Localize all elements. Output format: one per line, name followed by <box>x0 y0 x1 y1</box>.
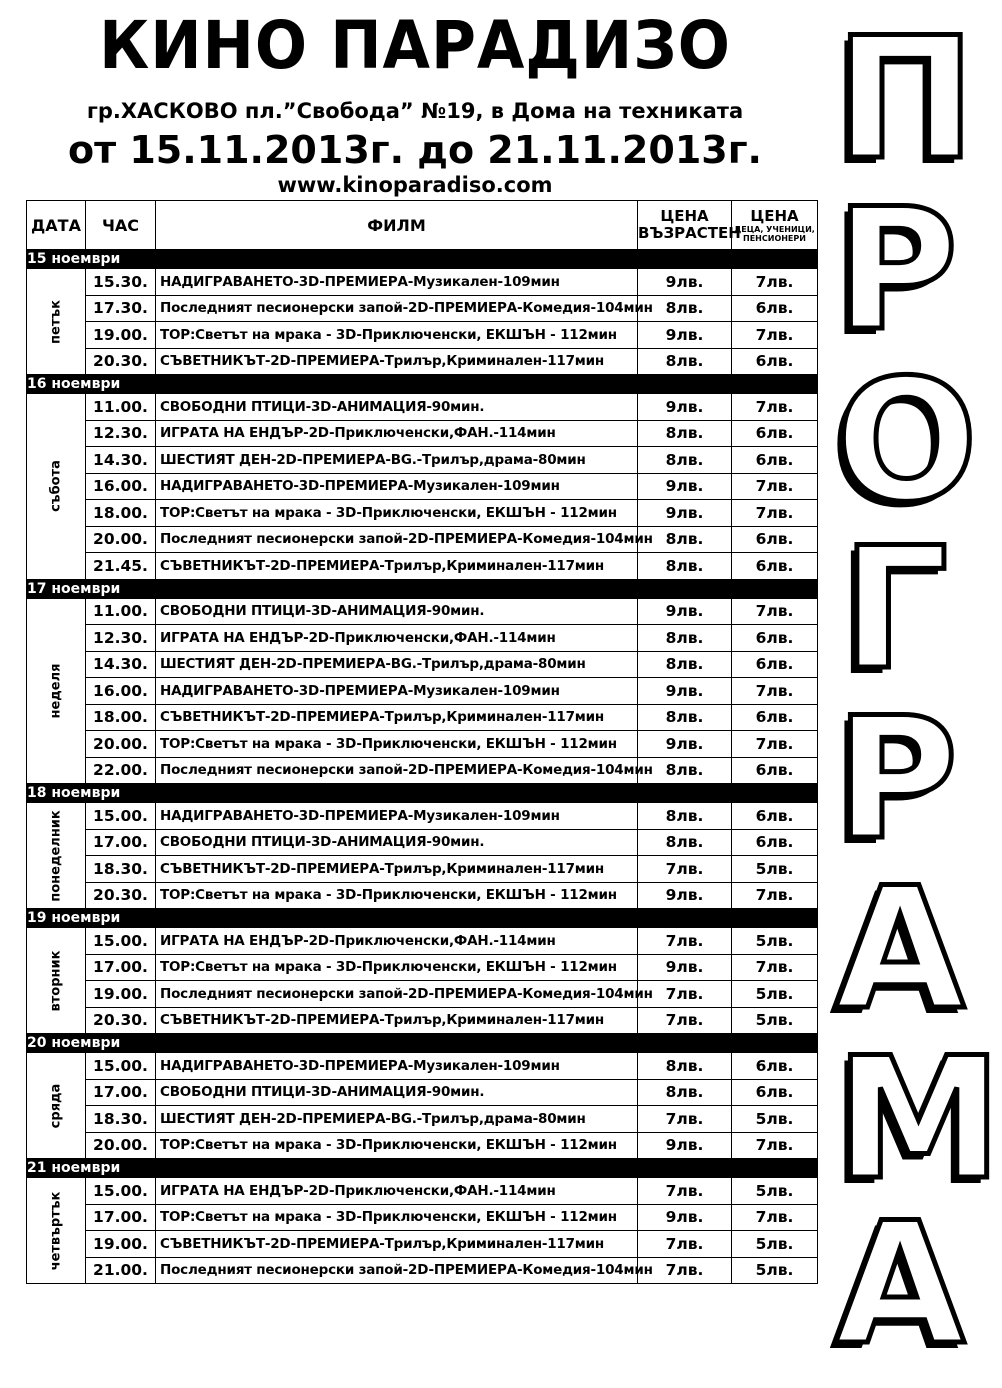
reduced-price: 6лв. <box>732 553 818 580</box>
film-title: СЪВЕТНИКЪТ-2D-ПРЕМИЕРА-Трилър,Криминален-117мин <box>156 1007 638 1034</box>
side-letter: О <box>835 343 978 539</box>
weekday-cell <box>27 269 86 375</box>
adult-price: 9лв. <box>638 678 732 705</box>
adult-price: 8лв. <box>638 803 732 830</box>
table-row <box>27 1132 818 1159</box>
reduced-price: 7лв. <box>732 731 818 758</box>
film-title: ИГРАТА НА ЕНДЪР-2D-Приключенски,ФАН.-114мин <box>156 420 638 447</box>
film-title: СЪВЕТНИКЪТ-2D-ПРЕМИЕРА-Трилър,Криминален-117мин <box>156 348 638 375</box>
table-row <box>27 295 818 322</box>
film-title: НАДИГРАВАНЕТО-3D-ПРЕМИЕРА-Музикален-109мин <box>156 1053 638 1080</box>
side-letter: Р <box>835 172 959 368</box>
adult-price-sub: ВЪЗРАСТЕН <box>638 224 741 242</box>
day-date: 20 ноември <box>27 1034 818 1053</box>
film-title: СЪВЕТНИКЪТ-2D-ПРЕМИЕРА-Трилър,Криминален-117мин <box>156 1231 638 1258</box>
reduced-price: 7лв. <box>732 1132 818 1159</box>
film-title: ШЕСТИЯТ ДЕН-2D-ПРЕМИЕРА-BG.-Трилър,драма-80мин <box>156 1106 638 1133</box>
show-time: 14.30. <box>86 447 156 474</box>
table-row <box>27 322 818 349</box>
reduced-price: 7лв. <box>732 500 818 527</box>
show-time: 17.00. <box>86 1079 156 1106</box>
adult-price: 9лв. <box>638 598 732 625</box>
day-header-row <box>27 250 818 269</box>
adult-price: 9лв. <box>638 269 732 296</box>
reduced-price: 6лв. <box>732 1053 818 1080</box>
film-title: СВОБОДНИ ПТИЦИ-3D-АНИМАЦИЯ-90мин. <box>156 394 638 421</box>
adult-price: 8лв. <box>638 420 732 447</box>
reduced-price: 7лв. <box>732 322 818 349</box>
weekday-cell <box>27 394 86 580</box>
adult-price: 7лв. <box>638 1106 732 1133</box>
adult-price: 8лв. <box>638 625 732 652</box>
film-title: ТОР:Светът на мрака - 3D-Приключенски, ЕКШЪН - 112мин <box>156 322 638 349</box>
day-date: 17 ноември <box>27 579 818 598</box>
day-date: 21 ноември <box>27 1159 818 1178</box>
table-row <box>27 731 818 758</box>
table-row <box>27 757 818 784</box>
show-time: 17.00. <box>86 829 156 856</box>
show-time: 11.00. <box>86 394 156 421</box>
side-letter: Г <box>841 511 949 707</box>
reduced-price: 7лв. <box>732 473 818 500</box>
reduced-price: 6лв. <box>732 704 818 731</box>
show-time: 15.00. <box>86 1053 156 1080</box>
website-link[interactable]: www.kinoparadiso.com <box>277 173 553 197</box>
adult-price: 9лв. <box>638 882 732 909</box>
show-time: 11.00. <box>86 598 156 625</box>
reduced-price: 5лв. <box>732 928 818 955</box>
col-header-film: ФИЛМ <box>156 201 638 250</box>
side-letter: Р <box>835 681 959 877</box>
day-date: 16 ноември <box>27 375 818 394</box>
film-title: ТОР:Светът на мрака - 3D-Приключенски, ЕКШЪН - 112мин <box>156 954 638 981</box>
show-time: 18.00. <box>86 704 156 731</box>
table-row <box>27 1079 818 1106</box>
adult-price: 9лв. <box>638 1132 732 1159</box>
weekday-label: четвъртък <box>48 1191 64 1270</box>
reduced-price: 5лв. <box>732 981 818 1008</box>
weekday-cell <box>27 1053 86 1159</box>
schedule-period: от 15.11.2013г. до 21.11.2013г. <box>68 128 762 172</box>
reduced-price: 7лв. <box>732 678 818 705</box>
reduced-price: 5лв. <box>732 1106 818 1133</box>
table-row <box>27 678 818 705</box>
reduced-price: 7лв. <box>732 394 818 421</box>
adult-price: 7лв. <box>638 981 732 1008</box>
table-row <box>27 1007 818 1034</box>
day-date: 18 ноември <box>27 784 818 803</box>
adult-price: 7лв. <box>638 1178 732 1205</box>
reduced-price-label: ЦЕНА <box>750 206 799 225</box>
table-row <box>27 1231 818 1258</box>
film-title: ТОР:Светът на мрака - 3D-Приключенски, ЕКШЪН - 112мин <box>156 731 638 758</box>
reduced-price: 6лв. <box>732 1079 818 1106</box>
table-row <box>27 348 818 375</box>
show-time: 15.00. <box>86 928 156 955</box>
adult-price: 9лв. <box>638 1204 732 1231</box>
reduced-price: 6лв. <box>732 295 818 322</box>
show-time: 15.00. <box>86 803 156 830</box>
table-row <box>27 447 818 474</box>
table-row <box>27 882 818 909</box>
show-time: 16.00. <box>86 473 156 500</box>
adult-price: 9лв. <box>638 394 732 421</box>
show-time: 20.30. <box>86 1007 156 1034</box>
table-row <box>27 651 818 678</box>
adult-price: 8лв. <box>638 704 732 731</box>
table-row <box>27 553 818 580</box>
reduced-price: 5лв. <box>732 856 818 883</box>
adult-price: 9лв. <box>638 954 732 981</box>
reduced-price: 5лв. <box>732 1257 818 1284</box>
show-time: 14.30. <box>86 651 156 678</box>
adult-price: 7лв. <box>638 856 732 883</box>
col-header-adult-price <box>638 201 741 250</box>
weekday-label: сряда <box>48 1083 64 1128</box>
day-header-row <box>27 1159 818 1178</box>
show-time: 19.00. <box>86 322 156 349</box>
film-title: Последният песионерски запой-2D-ПРЕМИЕРА-Комедия-104мин <box>156 526 638 553</box>
weekday-label: петък <box>48 299 64 344</box>
weekday-label: понеделник <box>48 809 64 902</box>
adult-price: 8лв. <box>638 295 732 322</box>
table-row <box>27 526 818 553</box>
show-time: 19.00. <box>86 981 156 1008</box>
table-row <box>27 928 818 955</box>
day-header-row <box>27 909 818 928</box>
weekday-cell <box>27 928 86 1034</box>
reduced-price: 6лв. <box>732 348 818 375</box>
film-title: СВОБОДНИ ПТИЦИ-3D-АНИМАЦИЯ-90мин. <box>156 598 638 625</box>
table-row <box>27 394 818 421</box>
show-time: 18.30. <box>86 1106 156 1133</box>
film-title: СЪВЕТНИКЪТ-2D-ПРЕМИЕРА-Трилър,Криминален-117мин <box>156 704 638 731</box>
table-row <box>27 803 818 830</box>
film-title: НАДИГРАВАНЕТО-3D-ПРЕМИЕРА-Музикален-109мин <box>156 473 638 500</box>
film-title: ШЕСТИЯТ ДЕН-2D-ПРЕМИЕРА-BG.-Трилър,драма-80мин <box>156 447 638 474</box>
show-time: 20.30. <box>86 882 156 909</box>
schedule-table <box>26 200 818 1284</box>
table-row <box>27 1257 818 1284</box>
reduced-price: 5лв. <box>732 1007 818 1034</box>
film-title: ТОР:Светът на мрака - 3D-Приключенски, ЕКШЪН - 112мин <box>156 882 638 909</box>
adult-price: 8лв. <box>638 348 732 375</box>
film-title: ТОР:Светът на мрака - 3D-Приключенски, ЕКШЪН - 112мин <box>156 500 638 527</box>
adult-price: 9лв. <box>638 500 732 527</box>
film-title: ТОР:Светът на мрака - 3D-Приключенски, ЕКШЪН - 112мин <box>156 1204 638 1231</box>
side-letter: П <box>835 1 976 197</box>
table-row <box>27 1178 818 1205</box>
table-row <box>27 856 818 883</box>
reduced-price: 7лв. <box>732 1204 818 1231</box>
reduced-price: 6лв. <box>732 447 818 474</box>
show-time: 15.30. <box>86 269 156 296</box>
reduced-price: 7лв. <box>732 598 818 625</box>
weekday-cell <box>27 1178 86 1284</box>
film-title: ИГРАТА НА ЕНДЪР-2D-Приключенски,ФАН.-114мин <box>156 625 638 652</box>
weekday-label: неделя <box>48 663 64 719</box>
schedule-body <box>27 250 818 1284</box>
reduced-price-sub2: ПЕНСИОНЕРИ <box>743 233 806 243</box>
show-time: 16.00. <box>86 678 156 705</box>
reduced-price: 6лв. <box>732 651 818 678</box>
reduced-price: 6лв. <box>732 625 818 652</box>
table-row <box>27 954 818 981</box>
adult-price: 9лв. <box>638 322 732 349</box>
film-title: НАДИГРАВАНЕТО-3D-ПРЕМИЕРА-Музикален-109мин <box>156 678 638 705</box>
adult-price: 8лв. <box>638 829 732 856</box>
show-time: 21.00. <box>86 1257 156 1284</box>
adult-price: 8лв. <box>638 447 732 474</box>
adult-price: 8лв. <box>638 553 732 580</box>
day-date: 15 ноември <box>27 250 818 269</box>
adult-price-label: ЦЕНА <box>660 207 709 225</box>
adult-price: 7лв. <box>638 1257 732 1284</box>
reduced-price: 6лв. <box>732 757 818 784</box>
table-row <box>27 473 818 500</box>
adult-price: 7лв. <box>638 928 732 955</box>
weekday-label: вторник <box>48 950 64 1011</box>
adult-price: 8лв. <box>638 757 732 784</box>
reduced-price: 7лв. <box>732 954 818 981</box>
film-title: СВОБОДНИ ПТИЦИ-3D-АНИМАЦИЯ-90мин. <box>156 1079 638 1106</box>
adult-price: 8лв. <box>638 1079 732 1106</box>
show-time: 20.00. <box>86 526 156 553</box>
show-time: 22.00. <box>86 757 156 784</box>
reduced-price: 5лв. <box>732 1231 818 1258</box>
show-time: 17.00. <box>86 1204 156 1231</box>
side-letter: А <box>835 1186 966 1382</box>
cinema-address: гр.ХАСКОВО пл.”Свобода” №19, в Дома на техниката <box>86 99 744 123</box>
table-header-row <box>27 201 818 250</box>
adult-price: 8лв. <box>638 526 732 553</box>
day-date: 19 ноември <box>27 909 818 928</box>
film-title: СВОБОДНИ ПТИЦИ-3D-АНИМАЦИЯ-90мин. <box>156 829 638 856</box>
film-title: Последният песионерски запой-2D-ПРЕМИЕРА-Комедия-104мин <box>156 295 638 322</box>
table-row <box>27 829 818 856</box>
film-title: СЪВЕТНИКЪТ-2D-ПРЕМИЕРА-Трилър,Криминален-117мин <box>156 856 638 883</box>
day-header-row <box>27 1034 818 1053</box>
table-row <box>27 269 818 296</box>
film-title: НАДИГРАВАНЕТО-3D-ПРЕМИЕРА-Музикален-109мин <box>156 269 638 296</box>
day-header-row <box>27 375 818 394</box>
film-title: СЪВЕТНИКЪТ-2D-ПРЕМИЕРА-Трилър,Криминален-117мин <box>156 553 638 580</box>
table-row <box>27 1053 818 1080</box>
film-title: Последният песионерски запой-2D-ПРЕМИЕРА-Комедия-104мин <box>156 1257 638 1284</box>
reduced-price: 6лв. <box>732 803 818 830</box>
adult-price: 9лв. <box>638 473 732 500</box>
col-header-date: ДАТА <box>27 201 86 250</box>
show-time: 12.30. <box>86 420 156 447</box>
adult-price: 7лв. <box>638 1231 732 1258</box>
table-row <box>27 704 818 731</box>
col-header-time: ЧАС <box>86 201 156 250</box>
show-time: 17.30. <box>86 295 156 322</box>
table-row <box>27 420 818 447</box>
weekday-cell <box>27 598 86 784</box>
table-row <box>27 598 818 625</box>
page-title: КИНО ПАРАДИЗО <box>99 7 731 84</box>
film-title: ТОР:Светът на мрака - 3D-Приключенски, ЕКШЪН - 112мин <box>156 1132 638 1159</box>
film-title: Последният песионерски запой-2D-ПРЕМИЕРА-Комедия-104мин <box>156 981 638 1008</box>
show-time: 19.00. <box>86 1231 156 1258</box>
show-time: 20.30. <box>86 348 156 375</box>
show-time: 15.00. <box>86 1178 156 1205</box>
film-title: ИГРАТА НА ЕНДЪР-2D-Приключенски,ФАН.-114мин <box>156 928 638 955</box>
reduced-price: 6лв. <box>732 420 818 447</box>
reduced-price-sub: ДЕЦА, УЧЕНИЦИ, <box>734 224 815 234</box>
table-row <box>27 981 818 1008</box>
reduced-price: 6лв. <box>732 829 818 856</box>
side-title-programa <box>835 1 1002 1382</box>
show-time: 20.00. <box>86 1132 156 1159</box>
show-time: 18.00. <box>86 500 156 527</box>
table-row <box>27 1204 818 1231</box>
col-header-reduced-price <box>732 201 818 250</box>
reduced-price: 5лв. <box>732 1178 818 1205</box>
reduced-price: 6лв. <box>732 526 818 553</box>
show-time: 21.45. <box>86 553 156 580</box>
film-title: Последният песионерски запой-2D-ПРЕМИЕРА-Комедия-104мин <box>156 757 638 784</box>
side-letter: А <box>835 851 966 1047</box>
show-time: 18.30. <box>86 856 156 883</box>
reduced-price: 7лв. <box>732 269 818 296</box>
weekday-label: събота <box>48 460 64 513</box>
film-title: ИГРАТА НА ЕНДЪР-2D-Приключенски,ФАН.-114мин <box>156 1178 638 1205</box>
day-header-row <box>27 579 818 598</box>
show-time: 17.00. <box>86 954 156 981</box>
table-row <box>27 1106 818 1133</box>
table-row <box>27 500 818 527</box>
film-title: ШЕСТИЯТ ДЕН-2D-ПРЕМИЕРА-BG.-Трилър,драма-80мин <box>156 651 638 678</box>
adult-price: 8лв. <box>638 1053 732 1080</box>
side-letter: М <box>835 1021 1002 1217</box>
reduced-price: 7лв. <box>732 882 818 909</box>
day-header-row <box>27 784 818 803</box>
adult-price: 9лв. <box>638 731 732 758</box>
adult-price: 8лв. <box>638 651 732 678</box>
table-row <box>27 625 818 652</box>
weekday-cell <box>27 803 86 909</box>
adult-price: 7лв. <box>638 1007 732 1034</box>
film-title: НАДИГРАВАНЕТО-3D-ПРЕМИЕРА-Музикален-109мин <box>156 803 638 830</box>
show-time: 12.30. <box>86 625 156 652</box>
show-time: 20.00. <box>86 731 156 758</box>
